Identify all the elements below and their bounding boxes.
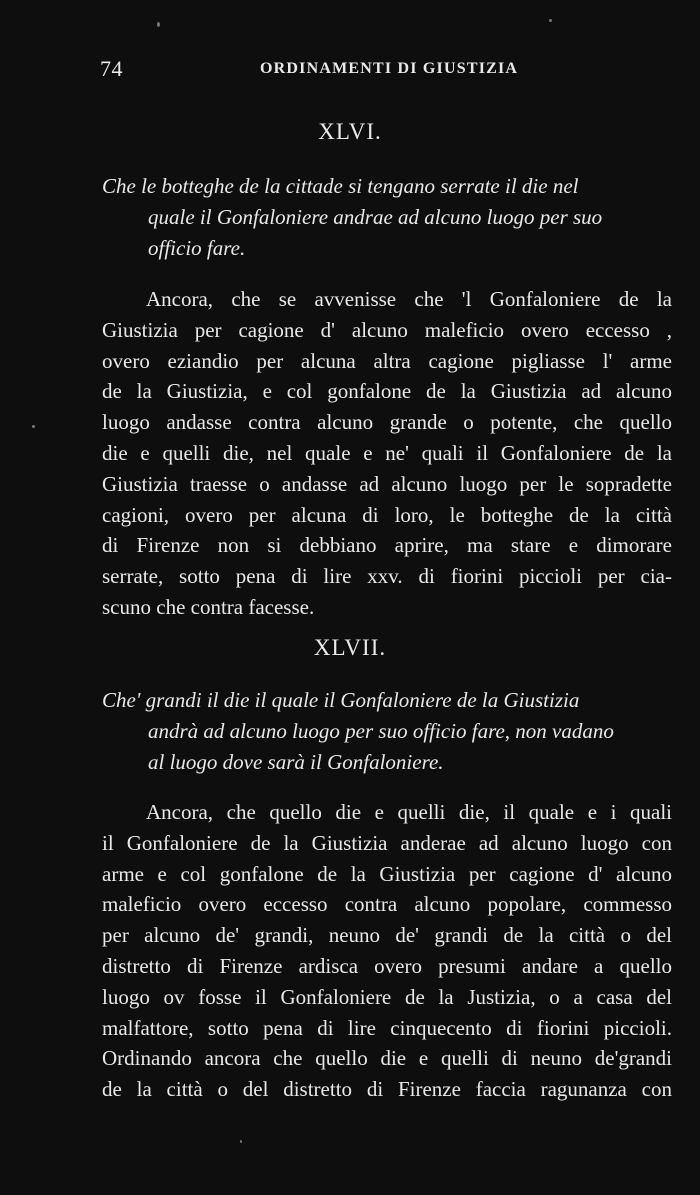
body-line: malfattore, sotto pena di lire cinquecento di fiorini piccioli. (102, 1015, 672, 1040)
body-line: distretto di Firenze ardisca overo presumi andare a quello (102, 953, 672, 978)
scan-speck (240, 1140, 242, 1143)
page-number: 74 (100, 56, 123, 81)
section-body-xlvi (102, 284, 672, 623)
body-line: Giustizia per cagione d' alcuno maleficio overo eccesso , (102, 317, 672, 342)
rubric-line: Che le botteghe de la cittade si tengano serrate il die nel (102, 174, 579, 198)
body-line: scuno che contra facesse. (102, 594, 315, 619)
body-line: maleficio overo eccesso contra alcuno popolare, commesso (102, 892, 672, 917)
body-line: overo eziandio per alcuna altra cagione pigliasse l' arme (102, 348, 672, 373)
body-line: Giustizia traesse o andasse ad alcuno luogo per le sopradette (102, 471, 672, 496)
body-line: serrate, sotto pena di lire xxv. di fiorini piccioli per cia- (102, 564, 672, 589)
rubric-line: al luogo dove sarà il Gonfaloniere. (148, 750, 444, 774)
body-line: luogo ov fosse il Gonfaloniere de la Justizia, o a casa del (102, 984, 672, 1009)
section-rubric-xlvi (102, 171, 674, 264)
scan-speck (32, 425, 35, 428)
running-head: ORDINAMENTI DI GIUSTIZIA (260, 60, 519, 77)
rubric-line: officio fare. (148, 236, 246, 260)
section-body-xlvii (102, 797, 672, 1105)
body-line: de la città o del distretto di Firenze faccia ragunanza con (102, 1077, 672, 1102)
body-line: Ordinando ancora che quello die e quelli di neuno de'grandi (102, 1046, 672, 1071)
body-line: luogo andasse contra alcuno grande o potente, che quello (102, 410, 672, 435)
scan-speck (549, 19, 552, 22)
section-heading-xlvi: XLVI. (318, 119, 382, 144)
scan-speck (157, 22, 160, 27)
body-line: arme e col gonfalone de la Giustizia per cagione d' alcuno (102, 861, 672, 886)
page-header (100, 56, 660, 86)
rubric-line: Che' grandi il die il quale il Gonfaloniere de la Giustizia (102, 688, 580, 712)
section-rubric-xlvii (102, 685, 674, 778)
body-line: die e quelli die, nel quale e ne' quali il Gonfaloniere de la (102, 440, 672, 465)
rubric-line: quale il Gonfaloniere andrae ad alcuno luogo per suo (148, 205, 603, 229)
body-line: il Gonfaloniere de la Giustizia anderae ad alcuno luogo con (102, 830, 672, 855)
body-line: per alcuno de' grandi, neuno de' grandi de la città o del (102, 923, 672, 948)
rubric-line: andrà ad alcuno luogo per suo officio fare, non vadano (148, 719, 614, 743)
section-heading-xlvii: XLVII. (313, 635, 387, 660)
body-line: di Firenze non si debbiano aprire, ma stare e dimorare (102, 533, 672, 558)
body-line: Ancora, che quello die e quelli die, il quale e i quali (146, 800, 672, 824)
body-line: de la Giustizia, e col gonfalone de la Giustizia ad alcuno (102, 379, 672, 404)
body-line: Ancora, che se avvenisse che 'l Gonfaloniere de la (146, 287, 672, 311)
body-line: cagioni, overo per alcuna di loro, le botteghe de la città (102, 502, 672, 527)
